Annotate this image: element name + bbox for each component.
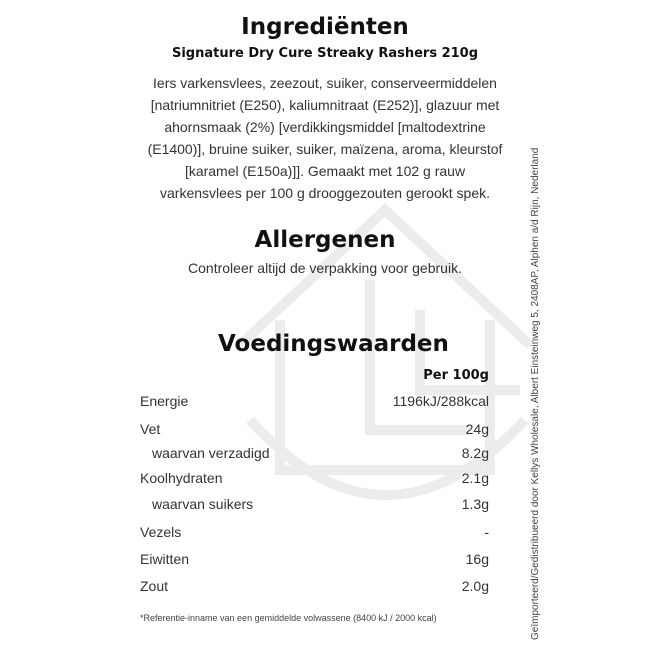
nutrition-value: 2.1g <box>461 470 489 486</box>
nutrition-value: 8.2g <box>461 445 489 461</box>
nutrition-label: Koolhydraten <box>140 470 223 486</box>
nutrition-row-eiwitten <box>140 551 489 573</box>
ingredients-line: Iers varkensvlees, zeezout, suiker, conserveermiddelen <box>153 75 497 91</box>
nutrition-value: - <box>484 524 489 540</box>
allergens-text: Controleer altijd de verpakking voor gebruik. <box>188 260 462 276</box>
nutrition-row-vezels <box>140 524 489 546</box>
nutrition-row-zout <box>140 578 489 600</box>
ingredients-title: Ingrediënten <box>241 14 409 40</box>
nutrition-label: Vet <box>140 421 161 437</box>
nutrition-value: 1196kJ/288kcal <box>392 393 489 409</box>
ingredients-line: (E1400)], bruine suiker, suiker, maïzena, aroma, kleurstof <box>147 141 503 157</box>
nutrition-row-koolhydraten <box>140 470 489 492</box>
nutrition-value: 2.0g <box>461 578 489 594</box>
nutrition-label: Vezels <box>140 524 182 540</box>
nutrition-label: waarvan verzadigd <box>152 445 270 461</box>
ingredients-line: [karamel (E150a)]]. Gemaakt met 102 g rauw <box>184 163 466 179</box>
nutrition-row-energie <box>140 393 489 415</box>
nutrition-value: 24g <box>465 421 489 437</box>
nutrition-label: waarvan suikers <box>152 496 254 512</box>
reference-footnote: *Referentie-inname van een gemiddelde volwassene (8400 kJ / 2000 kcal) <box>140 613 437 623</box>
ingredients-text <box>110 72 540 204</box>
nutrition-label: Zout <box>140 578 169 594</box>
nutrition-value: 16g <box>465 551 489 567</box>
allergens-title: Allergenen <box>254 227 396 253</box>
nutrition-row-vet <box>140 421 489 443</box>
nutrition-value: 1.3g <box>461 496 489 512</box>
nutrition-row-verzadigd <box>140 445 489 467</box>
ingredients-line: ahornsmaak (2%) [verdikkingsmiddel [maltodextrine <box>164 119 486 135</box>
per-100g-header: Per 100g <box>423 368 489 383</box>
nutrition-label: Eiwitten <box>140 551 190 567</box>
nutrition-label: Energie <box>140 393 189 409</box>
nutrition-title: Voedingswaarden <box>218 331 449 357</box>
nutrition-row-suikers <box>140 496 489 518</box>
product-name: Signature Dry Cure Streaky Rashers 210g <box>171 46 479 61</box>
distributor-side-text: Geïmporteerd/Gedistribueerd door Kellys Wholesale, Albert Einsteinweg 5, 2408AP, Alphen a/d Rijn, Nederland <box>530 147 541 640</box>
ingredients-line: varkensvlees per 100 g drooggezouten gerookt spek. <box>160 185 490 201</box>
ingredients-line: [natriumnitriet (E250), kaliumnitraat (E252)], glazuur met <box>150 97 500 113</box>
